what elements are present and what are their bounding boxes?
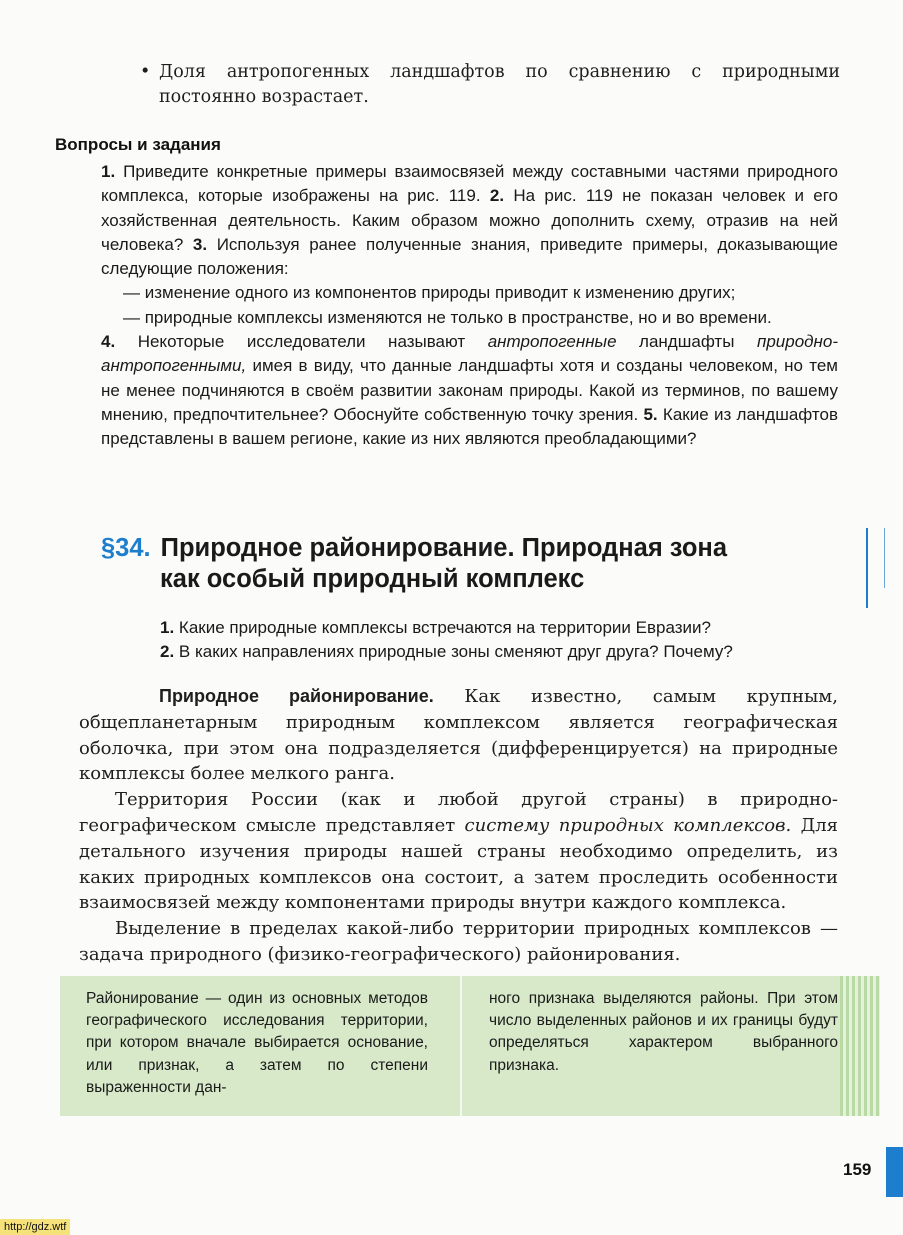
q4-number: 4. — [101, 332, 116, 352]
page-number: 159 — [843, 1160, 872, 1179]
paragraph-title-line-2: как особый природный комплекс — [160, 565, 585, 593]
q4-text-a: Некоторые исследователи называют — [115, 332, 488, 352]
definition-box-stripes — [840, 976, 880, 1116]
watermark-link[interactable]: http://gdz.wtf — [0, 1219, 70, 1235]
q3-dash-item-2: — природные комплексы изменяются не только в пространстве, но и во времени. — [123, 307, 772, 327]
body-paragraph-3: Выделение в пределах какой-либо территории природных комплексов — задача природного (физико-географического) районирования. — [79, 918, 838, 965]
body-paragraph-2-text-a: Территория России (как и любой другой страны) в природно-географическом смысле представляет — [79, 789, 838, 836]
paragraph-number: §34. — [101, 534, 151, 562]
q4-emphasis-1: антропогенные — [487, 332, 617, 352]
intro-q1-number: 1. — [160, 618, 175, 637]
intro-q1-text: Какие природные комплексы встречаются на территории Евразии? — [174, 618, 711, 637]
bullet-text: Доля антропогенных ландшафтов по сравнению с природными постоянно возрастает. — [159, 62, 840, 107]
q5-text: Какие из ландшафтов представлены в вашем регионе, какие из них являются преобладающими? — [101, 404, 838, 449]
bullet-mark: • — [140, 62, 151, 82]
questions-para-1 — [101, 160, 838, 281]
paragraph-side-rule-thin — [884, 528, 885, 588]
definition-text-right: ного признака выделяются районы. При этом число выделенных районов и их границы будут определяться характером выбранного признака. — [489, 990, 838, 1074]
definition-text-left: Районирование — один из основных методов географического исследования территории, при котором вначале выбирается основание, или признак, а затем по степени выраженности дан- — [86, 990, 428, 1096]
q4-text-b: ландшафты — [616, 332, 757, 352]
paragraph-title — [101, 533, 861, 595]
main-body-text — [79, 684, 838, 968]
q2-number: 2. — [489, 186, 505, 206]
q3-number: 3. — [192, 234, 208, 254]
intro-question-1 — [160, 616, 838, 640]
page-tab-marker — [886, 1147, 903, 1197]
q4-emphasis-2: природно-антропогенными, — [101, 332, 839, 376]
intro-question-2 — [160, 640, 838, 664]
paragraph-title-line-1: Природное районирование. Природная зона — [160, 534, 727, 562]
body-paragraph-1-text: Как известно, самым крупным, общепланетарным природным комплексом является географическая оболочка, при этом она подразделяется (дифференцируется) на природные комплексы более мелкого ранга. — [79, 686, 838, 785]
paragraph-side-rule — [866, 528, 868, 608]
body-paragraph-2-text-b: Для детального изучения природы нашей страны необходимо определить, из каких природных комплексов она состоит, а затем проследить особенности взаимосвязей между компонентами природы внутри каждого комплекса. — [79, 814, 838, 914]
questions-heading: Вопросы и задания — [55, 135, 221, 154]
body-paragraph-2-emphasis: систему природных комплексов. — [464, 814, 792, 836]
q1-text: Приведите конкретные примеры взаимосвязей между составными частями природного комплекса, которые изображены на рис. 119. — [101, 162, 838, 206]
q3-text: Используя ранее полученные знания, приведите примеры, доказывающие следующие положения: — [101, 234, 838, 279]
bullet-item — [140, 60, 840, 110]
q5-number: 5. — [643, 404, 658, 424]
intro-q2-number: 2. — [160, 642, 175, 661]
intro-questions — [160, 616, 838, 664]
questions-para-2 — [101, 330, 838, 451]
questions-block — [101, 160, 838, 452]
body-paragraph-1 — [79, 684, 838, 787]
q4-text-c: имея в виду, что данные ландшафты хотя и созданы человеком, но тем не менее подчиняются в своём развитии законам природы. Какой из терминов, по вашему мнению, предпочтительнее? Обоснуйте собственную точку зрения. — [101, 356, 838, 424]
q2-text: На рис. 119 не показан человек и его хозяйственная деятельность. Каким образом можно дополнить схему, отразив на ней человека? — [101, 186, 838, 254]
section-lead-heading: Природное районирование. — [159, 686, 434, 706]
body-paragraph-2 — [79, 787, 838, 916]
intro-q2-text: В каких направлениях природные зоны сменяют друг друга? Почему? — [174, 642, 733, 661]
q1-number: 1. — [101, 162, 116, 181]
q3-dash-item-1: — изменение одного из компонентов природы приводит к изменению других; — [123, 283, 736, 303]
